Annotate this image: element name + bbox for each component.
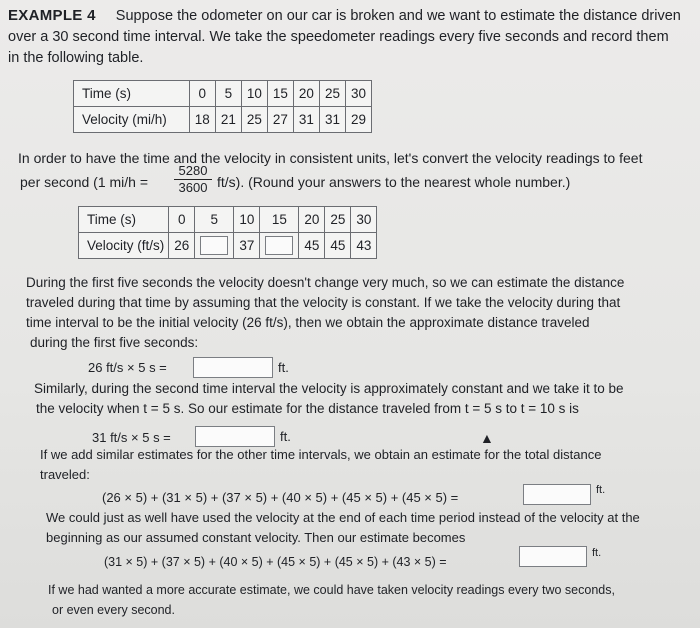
speedometer-table: [73, 80, 372, 133]
eq2-expression: 31 ft/s × 5 s =: [92, 430, 171, 445]
table-cell: 29: [345, 107, 371, 133]
explanation-text-1: During the first five seconds the velocity doesn't change very much, so we can estimate the distance: [26, 275, 625, 290]
table-row-label: Time (s): [79, 207, 169, 233]
explanation-text-2: traveled during that time by assuming that the velocity is constant. If we take the velocity during that: [26, 295, 621, 310]
conversion-text-2-prefix: per second (1 mi/h =: [20, 174, 149, 190]
table-cell: 37: [234, 233, 260, 259]
table-cell: 21: [215, 107, 241, 133]
eq1-unit: ft.: [278, 360, 289, 375]
fraction-numerator: 5280: [178, 163, 208, 178]
table-cell: 45: [299, 233, 325, 259]
table-row: [79, 207, 377, 233]
end-velocity-text-2: beginning as our assumed constant velocity. Then our estimate becomes: [46, 530, 466, 545]
velocity-answer-cell-5s: [195, 233, 234, 259]
table-cell: 26: [169, 233, 195, 259]
total-distance-right-input[interactable]: [519, 546, 587, 567]
total-unit: ft.: [596, 484, 606, 496]
end-velocity-unit: ft.: [592, 547, 602, 559]
velocity-answer-cell-15s: [260, 233, 299, 259]
table-cell: 27: [267, 107, 293, 133]
conversion-fraction: [174, 164, 212, 195]
end-velocity-text-1: We could just as well have used the velocity at the end of each time period instead of the velocity at the: [46, 510, 640, 525]
table-row: [79, 233, 377, 259]
similarly-text-1: Similarly, during the second time interval the velocity is approximately constant and we take it to be: [34, 381, 624, 396]
distance-first-interval-input[interactable]: [193, 357, 273, 378]
velocity-15s-input[interactable]: [265, 236, 293, 255]
table-cell: 20: [299, 207, 325, 233]
explanation-text-3: time interval to be the initial velocity (26 ft/s), then we obtain the approximate distance traveled: [26, 315, 590, 330]
table-cell: 15: [260, 207, 299, 233]
table-cell: 25: [325, 207, 351, 233]
total-text-1: If we add similar estimates for the other time intervals, we obtain an estimate for the total distance: [40, 447, 602, 462]
table-cell: 30: [345, 81, 371, 107]
total-expression: (26 × 5) + (31 × 5) + (37 × 5) + (40 × 5) + (45 × 5) + (45 × 5) =: [102, 490, 459, 505]
table-cell: 43: [351, 233, 377, 259]
closing-text-2: or even every second.: [52, 603, 175, 617]
table-row-label: Time (s): [74, 81, 190, 107]
table-cell: 5: [215, 81, 241, 107]
end-velocity-expression: (31 × 5) + (37 × 5) + (40 × 5) + (45 × 5) + (45 × 5) + (43 × 5) =: [104, 555, 447, 569]
intro-text-2: over a 30 second time interval. We take the speedometer readings every five seconds and record them: [8, 29, 669, 45]
intro-text-1: Suppose the odometer on our car is broken and we want to estimate the distance driven: [115, 8, 681, 24]
example-label: EXAMPLE 4: [8, 7, 96, 24]
intro-text-3: in the following table.: [8, 50, 144, 66]
table-row-label: Velocity (mi/h): [74, 107, 190, 133]
table-cell: 31: [319, 107, 345, 133]
table-cell: 30: [351, 207, 377, 233]
velocity-5s-input[interactable]: [200, 236, 228, 255]
similarly-text-2: the velocity when t = 5 s. So our estimate for the distance traveled from t = 5 s to t = 10 s is: [36, 401, 579, 416]
conversion-text-1: In order to have the time and the velocity in consistent units, let's convert the velocity readings to feet: [18, 150, 643, 166]
fraction-denominator: 3600: [178, 180, 208, 195]
table-cell: 45: [325, 233, 351, 259]
explanation-text-4: during the first five seconds:: [30, 335, 199, 350]
eq1-expression: 26 ft/s × 5 s =: [88, 360, 167, 375]
table-cell: 15: [267, 81, 293, 107]
table-row: [74, 107, 372, 133]
table-cell: 5: [195, 207, 234, 233]
table-cell: 10: [234, 207, 260, 233]
eq2-unit: ft.: [280, 429, 291, 444]
table-cell: 25: [241, 107, 267, 133]
total-distance-left-input[interactable]: [523, 484, 591, 505]
example-intro-line1: [8, 6, 681, 26]
conversion-text-2-suffix: ft/s). (Round your answers to the nearest whole number.): [217, 174, 571, 190]
table-cell: 0: [189, 81, 215, 107]
table-cell: 10: [241, 81, 267, 107]
table-row-label: Velocity (ft/s): [79, 233, 169, 259]
table-cell: 20: [293, 81, 319, 107]
table-row: [74, 81, 372, 107]
table-cell: 25: [319, 81, 345, 107]
closing-text-1: If we had wanted a more accurate estimate, we could have taken velocity readings every two seconds,: [48, 583, 615, 597]
mouse-cursor-icon: ▲: [480, 430, 494, 446]
table-cell: 18: [189, 107, 215, 133]
distance-second-interval-input[interactable]: [195, 426, 275, 447]
table-cell: 0: [169, 207, 195, 233]
total-text-2: traveled:: [40, 467, 90, 482]
table-cell: 31: [293, 107, 319, 133]
velocity-ft-table: [78, 206, 377, 259]
